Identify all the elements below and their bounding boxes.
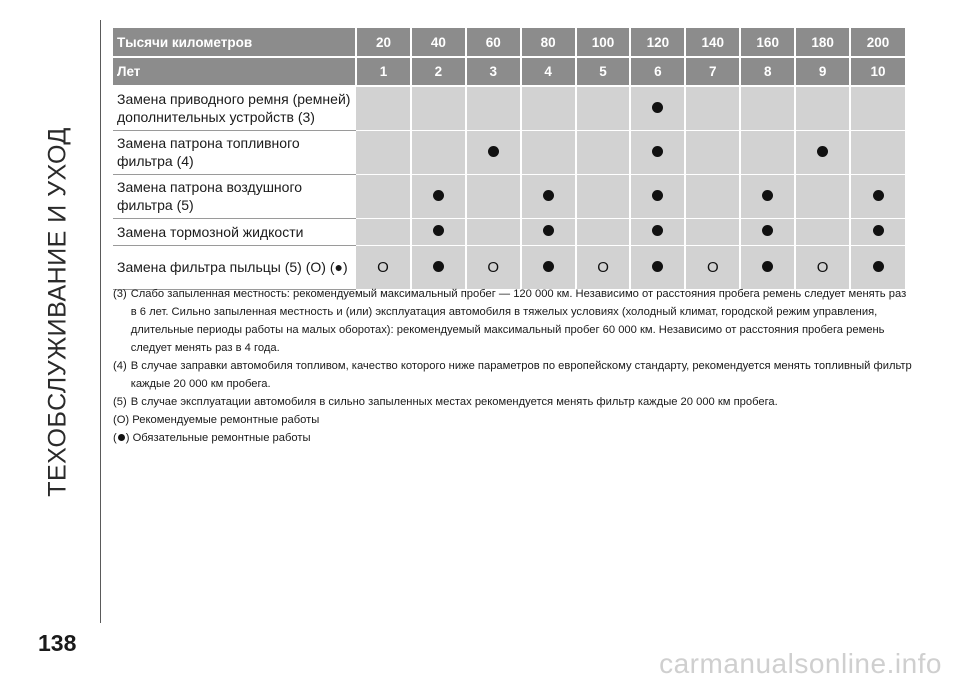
schedule-row-label: Замена фильтра пыльцы (5) (O) (●) <box>113 245 356 289</box>
footnote-text: В случае эксплуатации автомобиля в сильно запыленных местах рекомендуется менять фильтр каждые 20 000 км пробега. <box>130 396 778 408</box>
km-header-cell: 20 <box>356 28 411 57</box>
footnote-marker: (4) <box>113 360 127 372</box>
schedule-cell <box>356 130 411 174</box>
km-header-cell: 40 <box>411 28 466 57</box>
years-header-cell: 5 <box>576 57 631 86</box>
km-header-cell: 160 <box>740 28 795 57</box>
schedule-cell <box>521 130 576 174</box>
schedule-row <box>113 218 905 245</box>
recommended-ring-icon: O <box>597 258 609 276</box>
page-number: 138 <box>38 630 77 656</box>
schedule-cell <box>466 130 521 174</box>
schedule-cell <box>795 218 850 245</box>
mandatory-dot-icon <box>873 261 884 272</box>
recommended-ring-icon: O <box>706 258 719 276</box>
schedule-row-label: Замена тормозной жидкости <box>113 218 356 245</box>
years-header-label: Лет <box>113 57 356 86</box>
schedule-cell <box>740 245 795 289</box>
years-header-cell: 2 <box>411 57 466 86</box>
footnote-3 <box>113 285 913 357</box>
side-divider <box>100 20 101 623</box>
schedule-cell <box>795 245 850 289</box>
legend-mandatory-label: ) Обязательные ремонтные работы <box>125 432 311 444</box>
schedule-cell <box>411 218 466 245</box>
recommended-ring-icon: O <box>487 258 500 276</box>
legend-mandatory <box>113 429 913 447</box>
schedule-cell <box>411 86 466 130</box>
schedule-cell <box>850 218 905 245</box>
years-header-cell: 1 <box>356 57 411 86</box>
years-header-cell: 10 <box>850 57 905 86</box>
schedule-cell <box>576 218 631 245</box>
schedule-cell <box>850 245 905 289</box>
schedule-cell <box>740 218 795 245</box>
maintenance-schedule-table <box>113 28 905 290</box>
schedule-cell <box>685 130 740 174</box>
years-header-cell: 8 <box>740 57 795 86</box>
filled-dot-icon <box>118 434 125 441</box>
mandatory-dot-icon <box>488 146 499 157</box>
mandatory-dot-icon <box>817 146 828 157</box>
legend-recommended <box>113 411 913 429</box>
schedule-cell <box>521 174 576 218</box>
mandatory-dot-icon <box>543 225 554 236</box>
watermark: carmanualsonline.info <box>659 648 942 679</box>
schedule-cell <box>795 130 850 174</box>
legend-mandatory-text <box>113 429 913 447</box>
recommended-ring-icon: O <box>377 258 389 276</box>
schedule-cell <box>740 86 795 130</box>
mandatory-dot-icon <box>873 190 884 201</box>
schedule-cell <box>466 86 521 130</box>
footnote-4 <box>113 357 913 393</box>
schedule-row-label: Замена патрона топливного фильтра (4) <box>113 130 356 174</box>
schedule-cell <box>576 86 631 130</box>
schedule-cell <box>685 174 740 218</box>
mandatory-dot-icon <box>543 190 554 201</box>
schedule-cell <box>411 245 466 289</box>
schedule-cell <box>576 174 631 218</box>
schedule-cell <box>356 245 411 289</box>
legend-paren-open: ( <box>113 432 117 444</box>
years-header-cell: 9 <box>795 57 850 86</box>
schedule-row <box>113 86 905 130</box>
years-header-cell: 3 <box>466 57 521 86</box>
schedule-row-label: Замена приводного ремня (ремней) дополнительных устройств (3) <box>113 86 356 130</box>
schedule-cell <box>466 218 521 245</box>
schedule-cell <box>466 245 521 289</box>
schedule-row <box>113 174 905 218</box>
footnote-5 <box>113 393 913 411</box>
section-title-vertical: ТЕХОБСЛУЖИВАНИЕ И УХОД <box>43 127 72 497</box>
header-row-km <box>113 28 905 57</box>
km-header-cell: 60 <box>466 28 521 57</box>
schedule-cell <box>795 86 850 130</box>
schedule-cell <box>356 86 411 130</box>
schedule-cell <box>466 174 521 218</box>
mandatory-dot-icon <box>652 261 663 272</box>
header-row-years <box>113 57 905 86</box>
km-header-cell: 120 <box>630 28 685 57</box>
schedule-row <box>113 245 905 289</box>
mandatory-dot-icon <box>762 225 773 236</box>
km-header-cell: 180 <box>795 28 850 57</box>
schedule-cell <box>356 218 411 245</box>
schedule-cell <box>521 218 576 245</box>
km-header-cell: 200 <box>850 28 905 57</box>
recommended-ring-icon: O <box>816 258 829 276</box>
schedule-cell <box>411 130 466 174</box>
mandatory-dot-icon <box>762 190 773 201</box>
schedule-cell <box>521 86 576 130</box>
schedule-cell <box>411 174 466 218</box>
schedule-cell <box>850 86 905 130</box>
footnote-text: Слабо запыленная местность: рекомендуемый максимальный пробег — 120 000 км. Независимо от расстояния пробега ремень следует менять раз в 6 лет. Сильно запыленная местность и (или) эксплуатация автомобиля в тяжелых условиях (холодный климат, городской режим управления, длительные периоды работы на малых оборотах): рекомендуемый максимальный пробег 60 000 км. Независимо от расстояния пробега ремень следует менять раз в 4 года. <box>130 288 907 354</box>
schedule-cell <box>740 174 795 218</box>
footnote-marker: (3) <box>113 288 127 300</box>
schedule-row <box>113 130 905 174</box>
mandatory-dot-icon <box>652 190 663 201</box>
schedule-cell <box>850 174 905 218</box>
schedule-cell <box>685 218 740 245</box>
years-header-cell: 4 <box>521 57 576 86</box>
legend-recommended-text: (O) Рекомендуемые ремонтные работы <box>113 414 320 426</box>
mandatory-dot-icon <box>433 261 444 272</box>
km-header-cell: 140 <box>685 28 740 57</box>
schedule-cell <box>630 86 685 130</box>
schedule-cell <box>795 174 850 218</box>
schedule-cell <box>576 245 631 289</box>
schedule-cell <box>630 174 685 218</box>
schedule-cell <box>521 245 576 289</box>
schedule-cell <box>685 245 740 289</box>
mandatory-dot-icon <box>652 102 663 113</box>
footnotes <box>113 285 913 447</box>
schedule-row-label: Замена патрона воздушного фильтра (5) <box>113 174 356 218</box>
years-header-cell: 7 <box>685 57 740 86</box>
mandatory-dot-icon <box>652 225 663 236</box>
mandatory-dot-icon <box>433 225 444 236</box>
schedule-cell <box>850 130 905 174</box>
schedule-cell <box>576 130 631 174</box>
years-header-cell: 6 <box>630 57 685 86</box>
schedule-cell <box>685 86 740 130</box>
schedule-cell <box>630 245 685 289</box>
mandatory-dot-icon <box>652 146 663 157</box>
footnote-marker: (5) <box>113 396 127 408</box>
schedule-cell <box>630 130 685 174</box>
km-header-cell: 100 <box>576 28 631 57</box>
km-header-cell: 80 <box>521 28 576 57</box>
schedule-cell <box>740 130 795 174</box>
mandatory-dot-icon <box>433 190 444 201</box>
schedule-cell <box>630 218 685 245</box>
mandatory-dot-icon <box>873 225 884 236</box>
km-header-label: Тысячи километров <box>113 28 356 57</box>
mandatory-dot-icon <box>543 261 554 272</box>
mandatory-dot-icon <box>762 261 773 272</box>
footnote-text: В случае заправки автомобиля топливом, качество которого ниже параметров по европейскому стандарту, рекомендуется менять топливный фильтр каждые 20 000 км пробега. <box>130 360 912 390</box>
schedule-cell <box>356 174 411 218</box>
